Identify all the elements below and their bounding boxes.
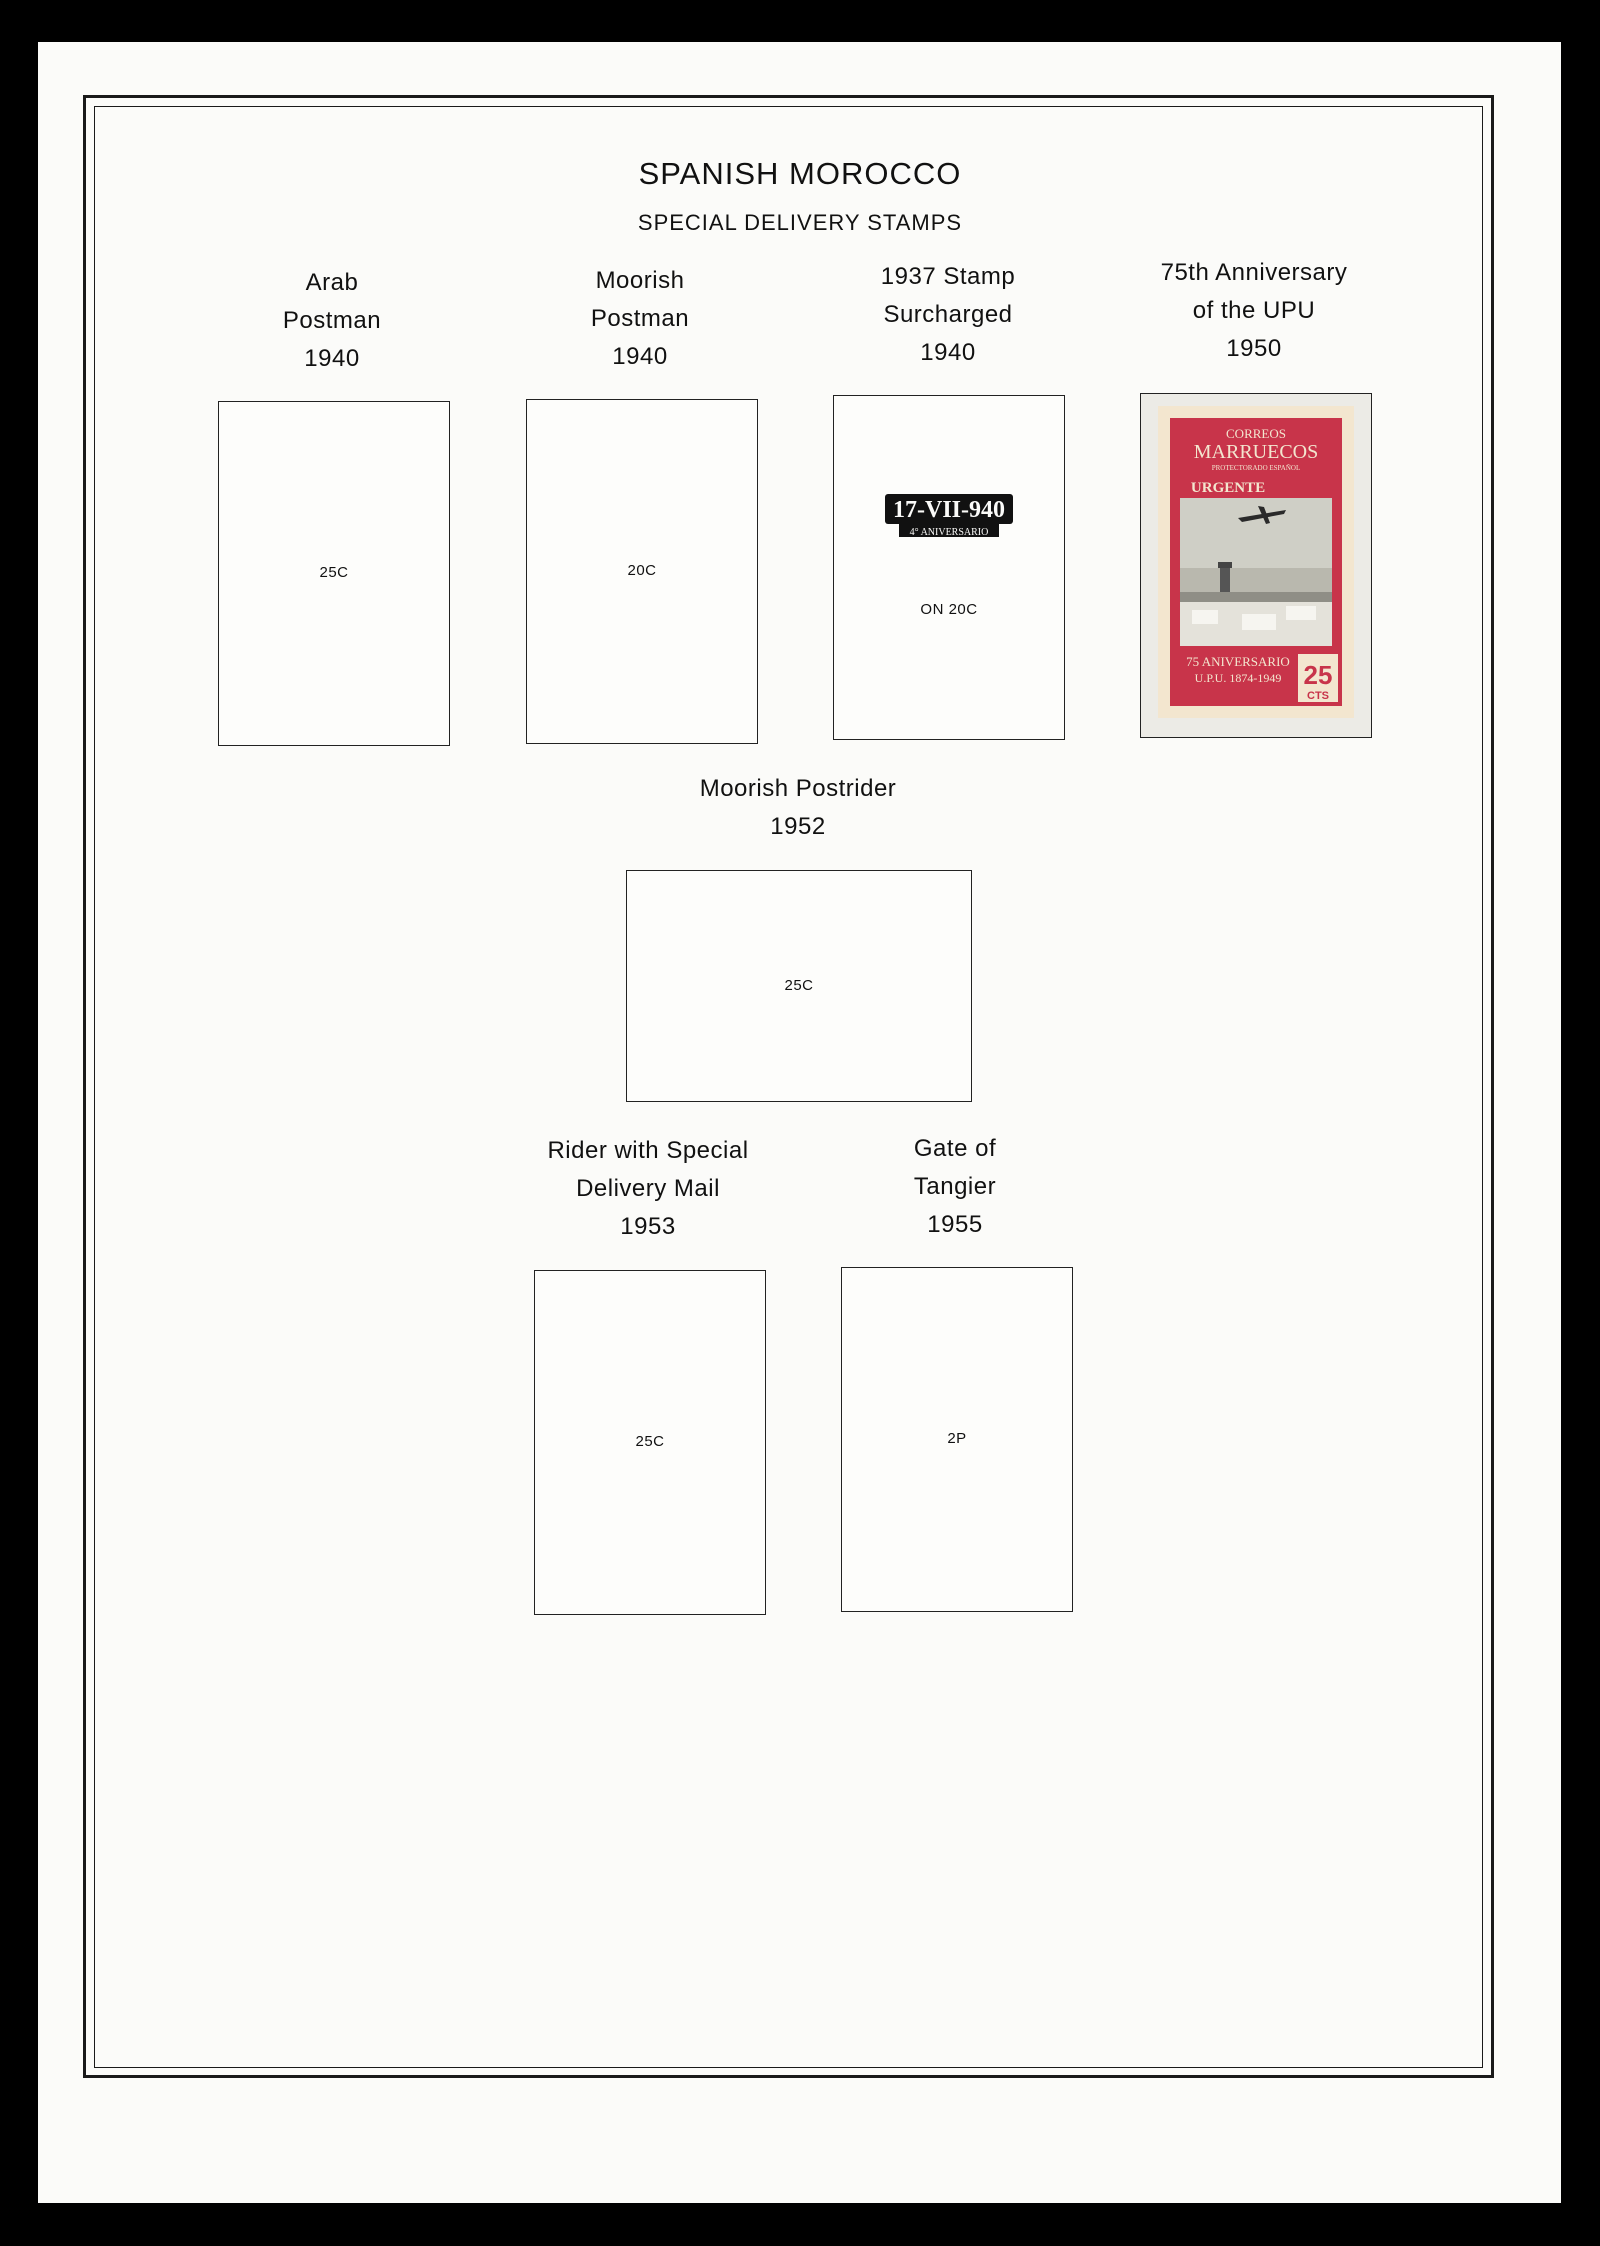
caption-moorish-postrider (648, 770, 948, 846)
overprint-illustration (879, 492, 1019, 540)
stamp-space-rider-special-delivery (534, 1270, 766, 1615)
stamp-space-moorish-postrider (626, 870, 972, 1102)
caption-line: 1952 (770, 813, 826, 840)
caption-line: 1937 Stamp (880, 263, 1016, 290)
denomination-label: 20C (627, 562, 657, 579)
stamp-value-number: 25 (1303, 660, 1333, 690)
stamp-text-marruecos: MARRUECOS (1193, 441, 1319, 463)
stamp-text-upu: U.P.U. 1874-1949 (1194, 671, 1282, 685)
page-subtitle: SPECIAL DELIVERY STAMPS (637, 210, 963, 235)
caption-line: 1953 (620, 1213, 676, 1240)
caption-line: Tangier (913, 1173, 997, 1200)
caption-line: 1940 (920, 339, 976, 366)
caption-line: Rider with Special (547, 1137, 749, 1164)
denomination-label: 25C (319, 564, 349, 581)
denomination-label: 25C (635, 1433, 665, 1450)
caption-line: Delivery Mail (576, 1175, 720, 1202)
denomination-label: ON 20C (920, 601, 978, 618)
caption-line: Moorish (595, 267, 685, 294)
caption-line: 1940 (612, 343, 668, 370)
stamp-value-unit: CTS (1307, 690, 1329, 702)
stamp-text-anniversary: 75 ANIVERSARIO (1186, 654, 1290, 669)
caption-line: Postman (590, 305, 690, 332)
overprint-subtext: 4° ANIVERSARIO (909, 527, 989, 538)
caption-line: 1955 (927, 1211, 983, 1238)
caption-line: 1950 (1226, 335, 1282, 362)
caption-line: of the UPU (1192, 297, 1316, 324)
caption-moorish-postman (490, 262, 790, 376)
denomination-label: 2P (947, 1430, 967, 1447)
caption-arab-postman (182, 264, 482, 378)
caption-line: Postman (282, 307, 382, 334)
overprint-date: 17-VII-940 (893, 497, 1005, 523)
caption-line: 75th Anniversary (1160, 259, 1348, 286)
caption-line: 1940 (304, 345, 360, 372)
caption-line: Gate of (913, 1135, 997, 1162)
stamp-text-protectorado: PROTECTORADO ESPAÑOL (1211, 464, 1301, 472)
denomination-label: 25C (784, 977, 814, 994)
page-title: SPANISH MOROCCO (638, 156, 962, 191)
stamp-space-arab-postman (218, 401, 450, 746)
caption-surcharged (798, 258, 1098, 372)
caption-line: Moorish Postrider (699, 775, 897, 802)
stamp-space-upu-anniversary (1140, 393, 1372, 738)
stamp-text-urgente: URGENTE (1190, 480, 1266, 496)
stamp-space-moorish-postman (526, 399, 758, 744)
caption-line: Arab (305, 269, 359, 296)
caption-line: Surcharged (883, 301, 1013, 328)
caption-rider-special-delivery (498, 1132, 798, 1246)
caption-upu-anniversary (1104, 254, 1404, 368)
stamp-space-gate-of-tangier (841, 1267, 1073, 1612)
stamp-text-correos: CORREOS (1226, 426, 1286, 441)
caption-gate-of-tangier (805, 1130, 1105, 1244)
stamp-image (1158, 406, 1354, 718)
stamp-space-surcharged (833, 395, 1065, 740)
